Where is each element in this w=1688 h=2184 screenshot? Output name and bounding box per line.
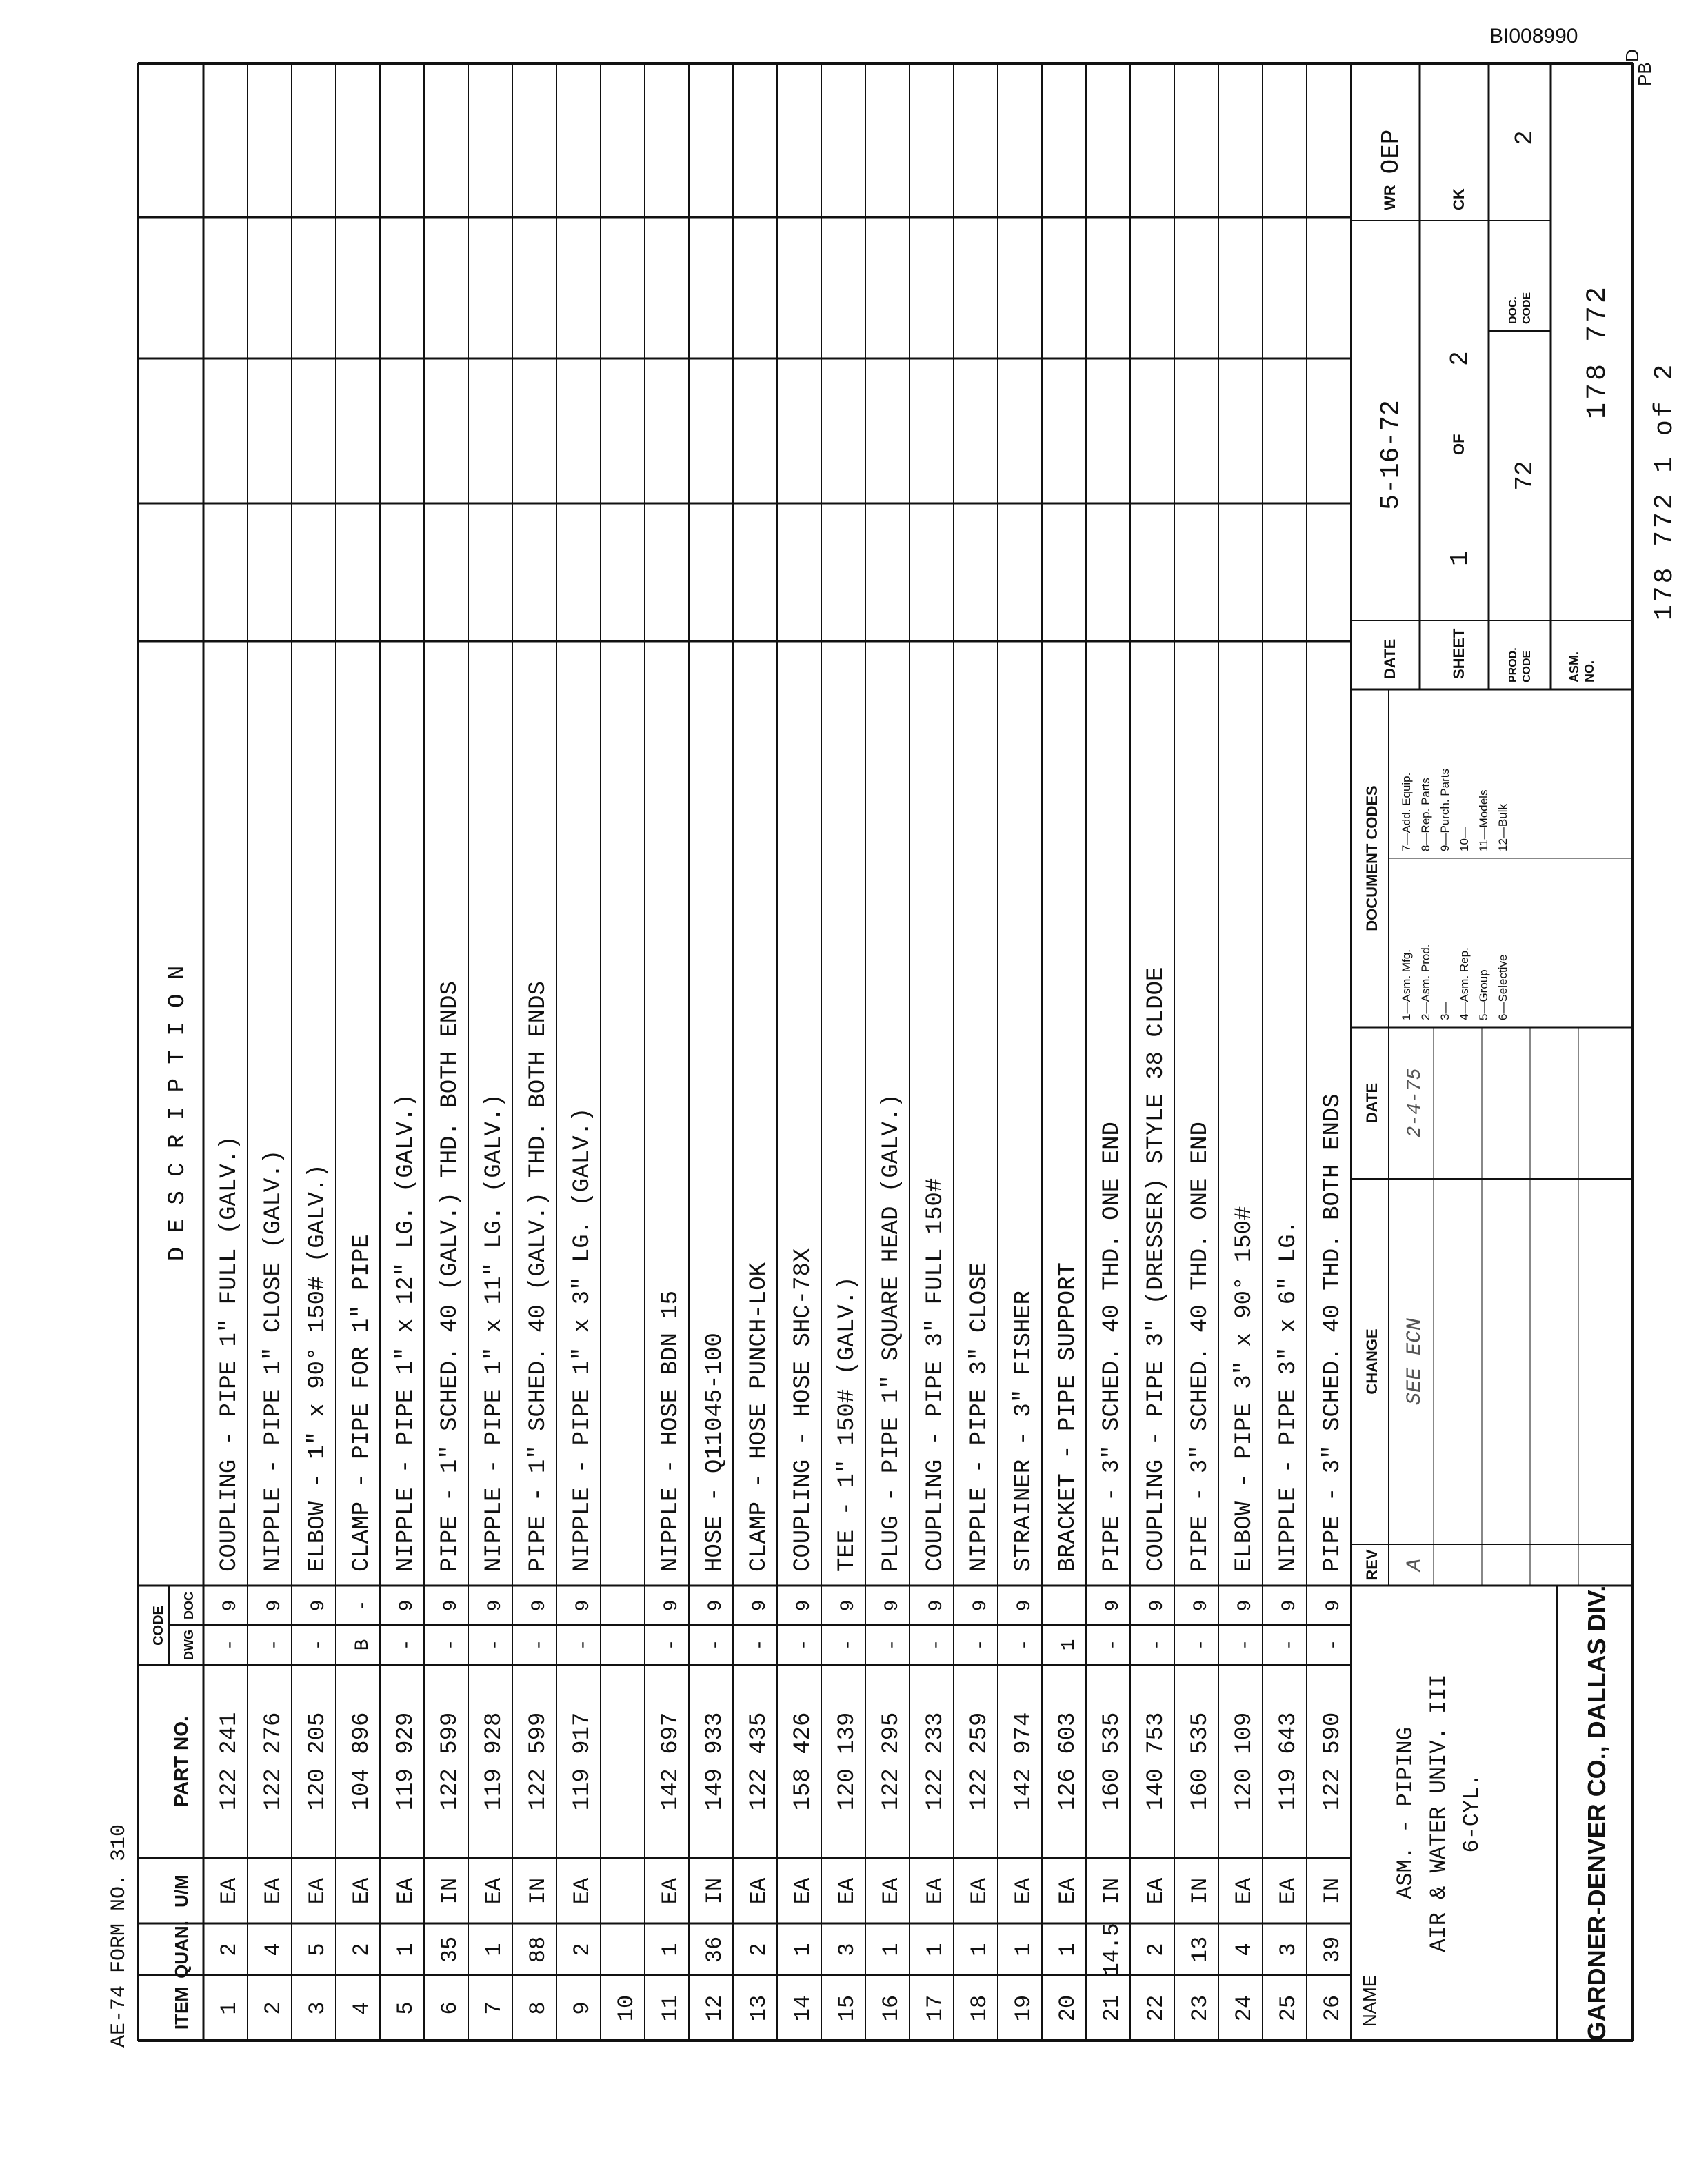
edge-numbers: 178 772 1 of 2 (1650, 361, 1680, 620)
row-item: 11 (658, 1994, 683, 2022)
row-dwg: - (396, 1639, 418, 1651)
row-part-no: 142 974 (1011, 1712, 1037, 1811)
row-doc: 9 (705, 1599, 727, 1612)
row-item: 5 (393, 2001, 419, 2015)
header-code: CODE (151, 1606, 166, 1646)
row-part-no: 140 753 (1143, 1712, 1169, 1811)
row-description: PIPE - 3" SCHED. 40 THD. ONE END (1187, 1122, 1214, 1572)
row-quan: 4 (261, 1943, 286, 1957)
row-description: COUPLING - PIPE 1" FULL (GALV.) (217, 1135, 243, 1572)
doc-code-entry: 12—Bulk (1496, 804, 1509, 851)
row-um: EA (834, 1877, 860, 1905)
company-name: GARDNER-DENVER CO., DALLAS DIV. (1582, 1585, 1611, 2041)
document-id-label: BI008990 (1489, 25, 1578, 48)
name-line1: ASM. - PIPING (1393, 1727, 1418, 1899)
row-doc: 9 (264, 1599, 285, 1612)
row-part-no: 119 643 (1276, 1712, 1302, 1811)
row-dwg: - (1235, 1639, 1256, 1651)
row-quan: 1 (967, 1943, 992, 1957)
row-dwg: - (1323, 1639, 1345, 1651)
row-doc: 9 (441, 1599, 462, 1612)
row-um: EA (570, 1877, 595, 1905)
doc-codes-title: DOCUMENT CODES (1363, 785, 1380, 931)
row-part-no: 160 535 (1099, 1712, 1125, 1811)
row-item: 8 (525, 2001, 551, 2015)
row-description: COUPLING - HOSE SHC-78X (790, 1248, 816, 1572)
row-um: EA (349, 1877, 374, 1905)
row-doc: 9 (750, 1599, 771, 1612)
row-um: IN (702, 1877, 727, 1905)
asm-label: ASM. (1567, 651, 1581, 682)
row-part-no: 122 599 (437, 1712, 463, 1811)
row-description: CLAMP - PIPE FOR 1" PIPE (349, 1234, 375, 1572)
row-description: ELBOW - PIPE 3" x 90° 150# (1232, 1206, 1258, 1572)
row-dwg: - (1279, 1639, 1300, 1651)
row-item: 21 (1099, 1994, 1125, 2022)
row-description: PIPE - 3" SCHED. 40 THD. BOTH ENDS (1320, 1093, 1346, 1572)
sheet-label: SHEET (1450, 628, 1467, 679)
row-quan: 88 (525, 1936, 551, 1963)
row-quan: 1 (481, 1943, 507, 1957)
form-number: AE-74 FORM NO. 310 (108, 1823, 131, 2048)
doc-code-value: 2 (1511, 130, 1539, 145)
row-part-no: 122 276 (261, 1712, 287, 1811)
row-doc: 9 (838, 1599, 859, 1612)
row-doc: 9 (220, 1599, 241, 1612)
row-part-no: 120 139 (834, 1712, 861, 1811)
rev-value: A (1403, 1558, 1427, 1572)
row-quan: 2 (1143, 1943, 1169, 1957)
row-quan: 1 (1011, 1943, 1036, 1957)
row-doc: 9 (1323, 1599, 1345, 1612)
row-quan: 4 (1232, 1943, 1257, 1957)
row-part-no: 142 697 (658, 1712, 684, 1811)
row-item: 10 (614, 1994, 639, 2022)
row-item: 9 (570, 2001, 595, 2015)
doc-code-entry: 9—Purch. Parts (1438, 769, 1451, 851)
row-part-no: 149 933 (702, 1712, 728, 1811)
row-um: EA (217, 1877, 242, 1905)
row-part-no: 122 241 (217, 1712, 243, 1811)
row-quan: 1 (878, 1943, 904, 1957)
row-quan: 2 (746, 1943, 772, 1957)
row-item: 22 (1143, 1994, 1169, 2022)
wr-value: OEP (1377, 129, 1405, 174)
row-quan: 1 (923, 1943, 948, 1957)
row-dwg: - (308, 1639, 330, 1651)
row-quan: 36 (702, 1936, 727, 1963)
row-quan: 3 (834, 1943, 860, 1957)
row-item: 25 (1276, 1994, 1301, 2022)
row-um: EA (305, 1877, 330, 1905)
row-dwg: - (838, 1639, 859, 1651)
row-item: 2 (261, 2001, 286, 2015)
row-dwg: - (573, 1639, 594, 1651)
row-dwg: - (970, 1639, 992, 1651)
rev-header: REV (1363, 1549, 1380, 1581)
row-item: 1 (217, 2001, 242, 2015)
header-description: D E S C R I P T I O N (165, 965, 191, 1262)
row-item: 6 (437, 2001, 463, 2015)
doc-code-entry: 3— (1438, 1002, 1451, 1020)
edge-suffix: PB (1634, 62, 1655, 86)
row-item: 7 (481, 2001, 507, 2015)
row-dwg: - (1103, 1639, 1124, 1651)
rev-date-value: 2-4-75 (1405, 1068, 1426, 1138)
sheet-value: 1 (1446, 551, 1474, 566)
row-description: NIPPLE - PIPE 3" CLOSE (967, 1262, 993, 1572)
row-description: NIPPLE - PIPE 1" x 11" LG. (GALV.) (481, 1093, 508, 1572)
row-quan: 3 (1276, 1943, 1301, 1957)
doc-code-entry: 10— (1458, 827, 1471, 851)
row-doc: 9 (970, 1599, 992, 1612)
row-dwg: - (1191, 1639, 1212, 1651)
prod-code-value: 72 (1511, 461, 1539, 491)
row-um: IN (437, 1877, 463, 1905)
row-part-no: 120 205 (305, 1712, 331, 1811)
header-um: U/M (171, 1874, 192, 1908)
row-description: ELBOW - 1" x 90° 150# (GALV.) (305, 1164, 331, 1572)
row-description: PIPE - 3" SCHED. 40 THD. ONE END (1099, 1122, 1125, 1572)
doc-code-label-2: CODE (1521, 292, 1533, 324)
row-quan: 2 (217, 1943, 242, 1957)
row-doc: 9 (1014, 1599, 1036, 1612)
of-label: OF (1450, 434, 1467, 455)
row-dwg: - (529, 1639, 550, 1651)
row-dwg: - (1014, 1639, 1036, 1651)
row-description: HOSE - Q11045-100 (702, 1333, 728, 1572)
name-line3: 6-CYL. (1459, 1773, 1485, 1853)
row-dwg: 1 (1058, 1639, 1080, 1651)
row-um: EA (393, 1877, 419, 1905)
row-quan: 39 (1320, 1936, 1345, 1963)
row-part-no: 122 259 (967, 1712, 993, 1811)
row-part-no: 122 435 (746, 1712, 772, 1811)
row-item: 17 (923, 1994, 948, 2022)
row-part-no: 122 599 (525, 1712, 552, 1811)
row-um: EA (1055, 1877, 1081, 1905)
row-um: EA (1011, 1877, 1036, 1905)
row-quan: 1 (790, 1943, 816, 1957)
row-item: 23 (1187, 1994, 1213, 2022)
row-description: STRAINER - 3" FISHER (1011, 1290, 1037, 1572)
row-quan: 5 (305, 1943, 330, 1957)
row-description: BRACKET - PIPE SUPPORT (1055, 1262, 1081, 1572)
doc-code-entry: 2—Asm. Prod. (1419, 944, 1432, 1020)
asm-no-value: 178 772 (1582, 283, 1614, 420)
row-doc: 9 (485, 1599, 506, 1612)
row-doc: 9 (926, 1599, 947, 1612)
row-doc: 9 (661, 1599, 683, 1612)
header-dwg: DWG (182, 1630, 196, 1660)
row-description: CLAMP - HOSE PUNCH-LOK (746, 1262, 772, 1572)
row-quan: 2 (349, 1943, 374, 1957)
change-value: SEE ECN (1403, 1317, 1427, 1406)
row-doc: 9 (794, 1599, 815, 1612)
row-dwg: - (926, 1639, 947, 1651)
row-um: EA (1276, 1877, 1301, 1905)
row-dwg: - (794, 1639, 815, 1651)
row-description: COUPLING - PIPE 3" (DRESSER) STYLE 38 CLDOE (1143, 967, 1169, 1572)
name-line2: AIR & WATER UNIV. III (1426, 1674, 1451, 1952)
row-description: NIPPLE - PIPE 1" x 12" LG. (GALV.) (393, 1093, 419, 1572)
row-quan: 35 (437, 1936, 463, 1963)
asm-label-2: NO. (1582, 660, 1596, 682)
row-quan: 1 (1055, 1943, 1081, 1957)
row-description: PIPE - 1" SCHED. 40 (GALV.) THD. BOTH ENDS (525, 981, 552, 1572)
of-value: 2 (1446, 351, 1474, 366)
doc-code-entry: 4—Asm. Rep. (1458, 947, 1471, 1020)
row-quan: 1 (658, 1943, 683, 1957)
header-item: ITEM (171, 1986, 192, 2030)
parts-list-form (108, 49, 1680, 2048)
header-doc: DOC (182, 1592, 196, 1619)
row-quan: 2 (570, 1943, 595, 1957)
doc-code-label: DOC. (1507, 296, 1519, 324)
row-part-no: 122 295 (878, 1712, 905, 1811)
change-header: CHANGE (1363, 1328, 1380, 1395)
row-part-no: 119 928 (481, 1712, 508, 1811)
row-um: EA (967, 1877, 992, 1905)
doc-code-entry: 11—Models (1477, 789, 1490, 851)
row-description: NIPPLE - HOSE BDN 15 (658, 1290, 684, 1572)
doc-code-entry: 8—Rep. Parts (1419, 778, 1432, 851)
row-doc: - (352, 1599, 374, 1612)
row-item: 14 (790, 1994, 816, 2022)
row-um: EA (658, 1877, 683, 1905)
row-um: EA (878, 1877, 904, 1905)
row-dwg: - (264, 1639, 285, 1651)
row-doc: 9 (1279, 1599, 1300, 1612)
row-um: EA (746, 1877, 772, 1905)
row-item: 18 (967, 1994, 992, 2022)
row-item: 26 (1320, 1994, 1345, 2022)
row-description: PIPE - 1" SCHED. 40 (GALV.) THD. BOTH ENDS (437, 981, 463, 1572)
row-dwg: - (485, 1639, 506, 1651)
row-description: NIPPLE - PIPE 1" x 3" LG. (GALV.) (570, 1107, 596, 1572)
date-value: 5-16-72 (1376, 400, 1406, 510)
row-quan: 13 (1187, 1936, 1213, 1963)
row-description: NIPPLE - PIPE 1" CLOSE (GALV.) (261, 1149, 287, 1572)
rev-date-header: DATE (1363, 1082, 1380, 1124)
row-um: IN (1320, 1877, 1345, 1905)
row-part-no: 122 590 (1320, 1712, 1346, 1811)
row-dwg: B (352, 1639, 374, 1651)
row-part-no: 119 917 (570, 1712, 596, 1811)
doc-code-entry: 6—Selective (1496, 954, 1509, 1020)
row-quan: 1 (393, 1943, 419, 1957)
row-dwg: - (220, 1639, 241, 1651)
row-item: 12 (702, 1994, 727, 2022)
row-part-no: 160 535 (1187, 1712, 1214, 1811)
row-doc: 9 (1147, 1599, 1168, 1612)
row-description: TEE - 1" 150# (GALV.) (834, 1276, 861, 1572)
header-quan: QUAN. (171, 1921, 192, 1979)
ck-label: CK (1450, 188, 1467, 210)
row-item: 24 (1232, 1994, 1257, 2022)
row-part-no: 104 896 (349, 1712, 375, 1811)
row-description: NIPPLE - PIPE 3" x 6" LG. (1276, 1220, 1302, 1572)
wr-label: WR (1381, 185, 1398, 210)
row-dwg: - (441, 1639, 462, 1651)
row-doc: 9 (573, 1599, 594, 1612)
edge-suffix-2: D (1622, 49, 1642, 62)
row-description: COUPLING - PIPE 3" FULL 150# (923, 1177, 949, 1572)
row-part-no: 126 603 (1055, 1712, 1081, 1811)
row-um: IN (1099, 1877, 1125, 1905)
doc-code-entry: 1—Asm. Mfg. (1400, 949, 1413, 1020)
row-dwg: - (705, 1639, 727, 1651)
row-part-no: 158 426 (790, 1712, 816, 1811)
row-dwg: - (1147, 1639, 1168, 1651)
row-item: 19 (1011, 1994, 1036, 2022)
row-doc: 9 (396, 1599, 418, 1612)
row-doc: 9 (1191, 1599, 1212, 1612)
row-doc: 9 (308, 1599, 330, 1612)
row-part-no: 122 233 (923, 1712, 949, 1811)
row-part-no: 119 929 (393, 1712, 419, 1811)
row-doc: 9 (1103, 1599, 1124, 1612)
row-doc: 9 (529, 1599, 550, 1612)
row-item: 13 (746, 1994, 772, 2022)
row-dwg: - (750, 1639, 771, 1651)
row-item: 3 (305, 2001, 330, 2015)
row-doc: 9 (1235, 1599, 1256, 1612)
row-um: IN (525, 1877, 551, 1905)
row-um: EA (261, 1877, 286, 1905)
header-part-no: PART NO. (170, 1716, 192, 1807)
row-um: EA (1143, 1877, 1169, 1905)
row-um: EA (923, 1877, 948, 1905)
prod-code-label-2: CODE (1521, 650, 1533, 682)
doc-code-entry: 7—Add. Equip. (1400, 772, 1413, 851)
row-description: PLUG - PIPE 1" SQUARE HEAD (GALV.) (878, 1093, 905, 1572)
prod-code-label: PROD. (1507, 647, 1519, 682)
name-label: NAME (1359, 1974, 1380, 2027)
row-part-no: 120 109 (1232, 1712, 1258, 1811)
row-quan: 14.5 (1099, 1923, 1125, 1976)
row-um: EA (481, 1877, 507, 1905)
row-um: EA (1232, 1877, 1257, 1905)
row-dwg: - (661, 1639, 683, 1651)
row-um: IN (1187, 1877, 1213, 1905)
doc-code-entry: 5—Group (1477, 969, 1490, 1020)
row-doc: 9 (882, 1599, 903, 1612)
row-item: 4 (349, 2001, 374, 2015)
date-label: DATE (1381, 638, 1398, 679)
row-um: EA (790, 1877, 816, 1905)
row-item: 15 (834, 1994, 860, 2022)
row-item: 20 (1055, 1994, 1081, 2022)
row-item: 16 (878, 1994, 904, 2022)
row-dwg: - (882, 1639, 903, 1651)
